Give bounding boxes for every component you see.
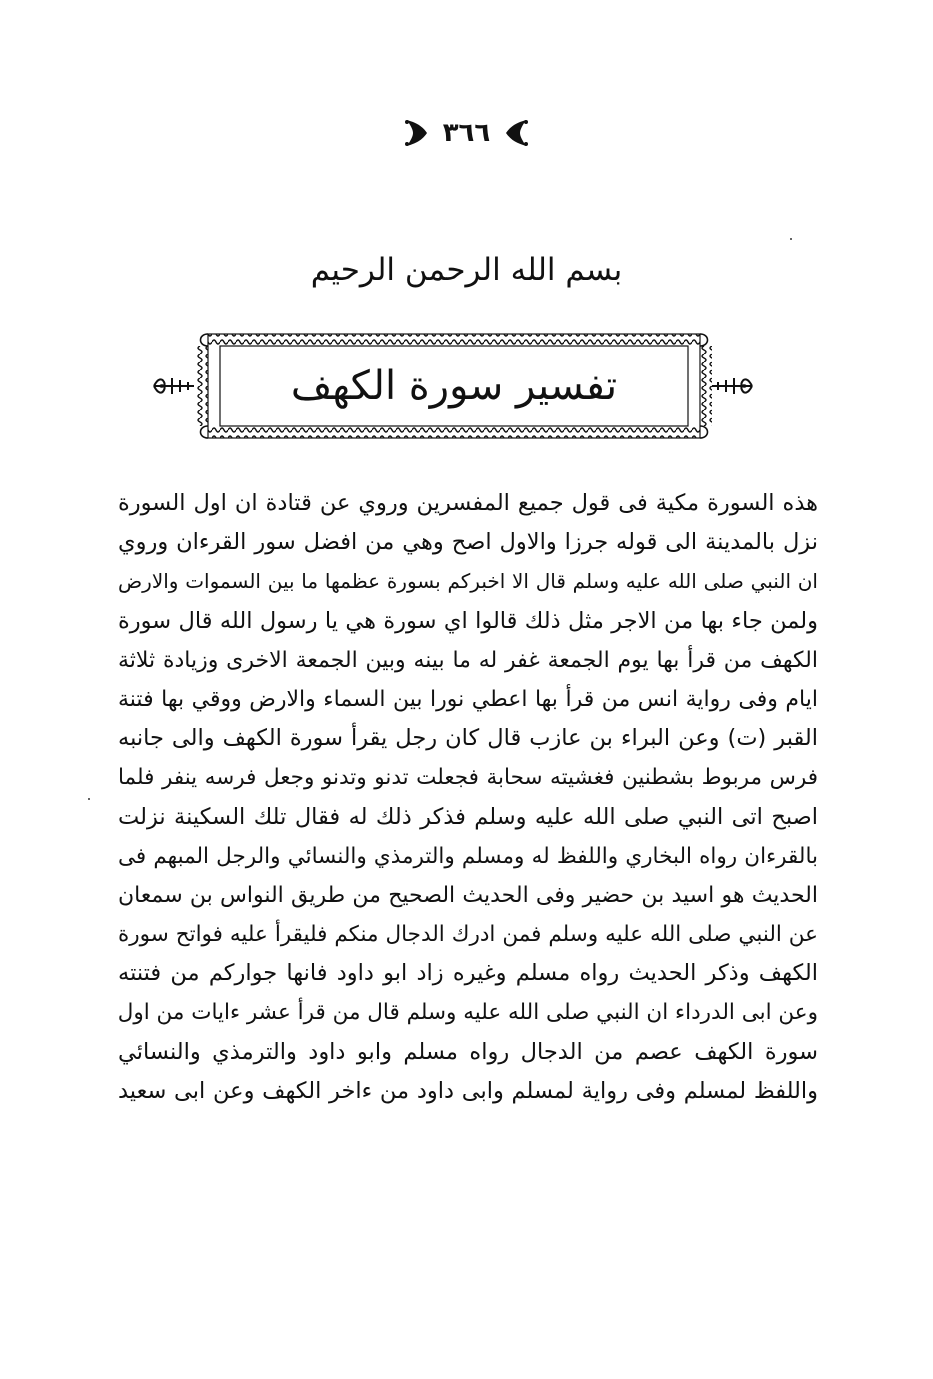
title-frame — [196, 330, 712, 442]
page-number-group — [403, 118, 531, 148]
page-header — [0, 118, 933, 152]
right-title-ornament-icon — [708, 372, 756, 400]
scan-speck — [790, 238, 792, 240]
scan-speck — [88, 798, 90, 800]
body-line-1: هذه السورة مكية فى قول جميع المفسرين وروي عن قتادة ان اول السورة — [118, 490, 818, 516]
left-floral-ornament-icon — [403, 118, 429, 148]
body-line-12: عن النبي صلى الله عليه وسلم فمن ادرك الدجال منكم فليقرأ عليه فواتح سورة — [118, 922, 818, 948]
body-line-15: سورة الكهف عصم من الدجال رواه مسلم وابو داود والترمذي والنسائي — [118, 1038, 818, 1065]
page-number: ٣٦٦ — [442, 118, 491, 148]
body-line-4: ولمن جاء بها من الاجر مثل ذلك قالوا اي سورة هي يا رسول الله قال سورة — [118, 607, 818, 634]
body-line-2: نزل بالمدينة الى قوله جرزا والاول اصح وهي من افضل سور القرءان وروي — [118, 529, 818, 556]
basmala: بسم الله الرحمن الرحيم — [310, 252, 623, 288]
body-line-6: ايام وفى رواية انس من قرأ بها اعطي نورا بين السماء والارض ووقي بها فتنة — [118, 686, 818, 712]
body-line-9: اصبح اتى النبي صلى الله عليه وسلم فذكر ذلك له فقال تلك السكينة نزلت — [118, 803, 818, 830]
body-text — [118, 484, 818, 1111]
body-line-10: بالقرءان رواه البخاري واللفظ له ومسلم والترمذي والنسائي والرجل المبهم فى — [118, 843, 818, 869]
body-line-5: الكهف من قرأ بها يوم الجمعة غفر له ما بينه وبين الجمعة الاخرى وزيادة ثلاثة — [118, 647, 818, 673]
body-line-16: واللفظ لمسلم وفى رواية لمسلم وابى داود من ءاخر الكهف وعن ابى سعيد — [118, 1077, 818, 1104]
body-line-3: ان النبي صلى الله عليه وسلم قال الا اخبركم بسورة عظمها ما بين السموات والارض — [118, 569, 818, 594]
body-line-8: فرس مربوط بشطنين فغشيته سحابة فجعلت تدنو وتدنو وجعل فرسه ينفر فلما — [118, 765, 818, 791]
body-line-11: الحديث هو اسيد بن حضير وفى الحديث الصحيح من طريق النواس بن سمعان — [118, 882, 818, 908]
body-line-7: القبر (ت) وعن البراء بن عازب قال كان رجل يقرأ سورة الكهف والى جانبه — [118, 725, 818, 752]
right-floral-ornament-icon — [504, 118, 530, 148]
body-line-13: الكهف وذكر الحديث رواه مسلم وغيره زاد ابو داود فانها جواركم من فتنته — [118, 960, 818, 987]
body-line-14: وعن ابى الدرداء ان النبي صلى الله عليه وسلم قال من قرأ عشر ءايات من اول — [118, 1000, 818, 1026]
surah-title: تفسير سورة الكهف — [290, 363, 618, 409]
left-title-ornament-icon — [150, 372, 198, 400]
